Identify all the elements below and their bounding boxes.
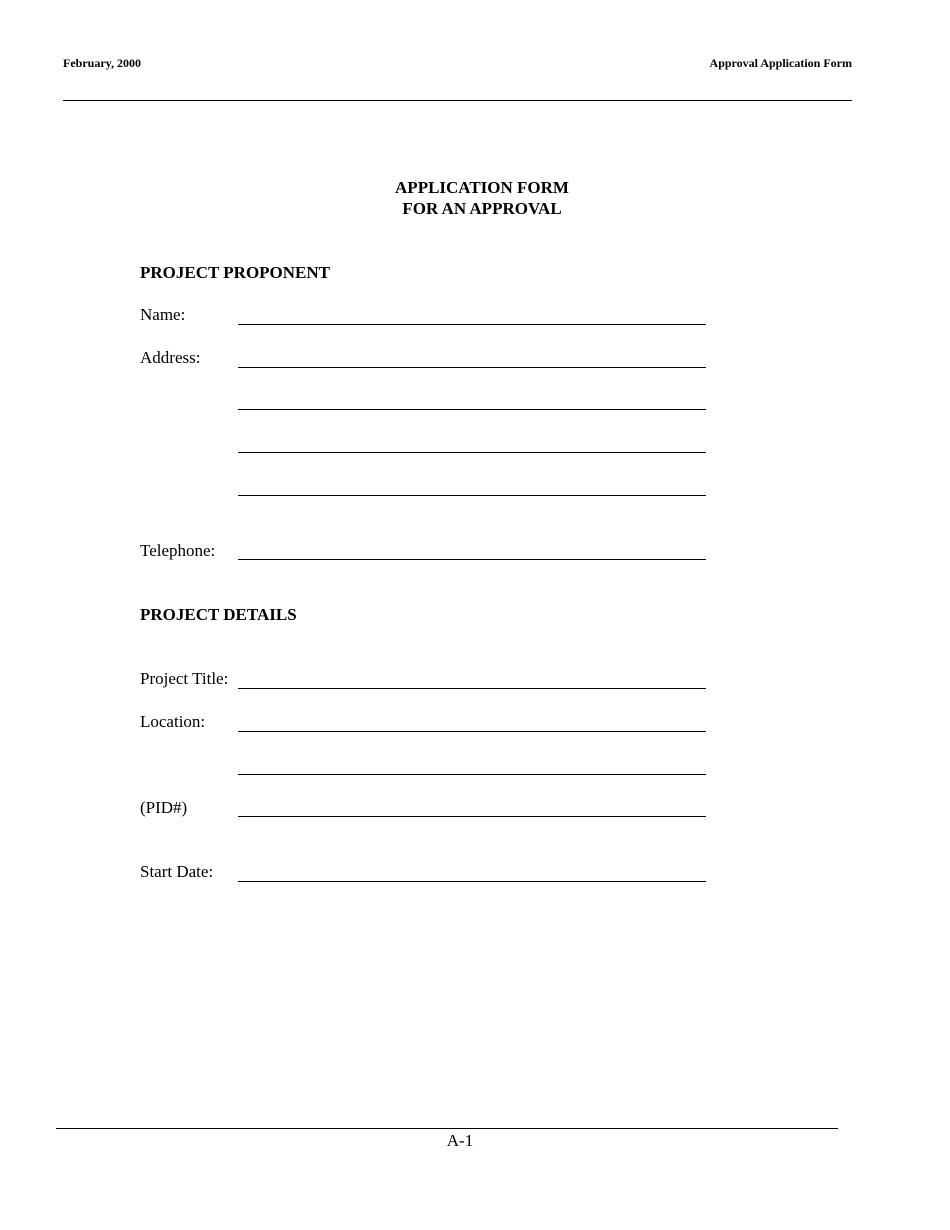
header-divider bbox=[63, 100, 852, 101]
start-date-field[interactable] bbox=[238, 881, 706, 882]
location-field-line-1[interactable] bbox=[238, 731, 706, 732]
address-label: Address: bbox=[140, 348, 201, 367]
address-field-line-3[interactable] bbox=[238, 452, 706, 453]
footer-divider bbox=[56, 1128, 838, 1129]
form-title-line-2: FOR AN APPROVAL bbox=[402, 199, 562, 218]
start-date-label: Start Date: bbox=[140, 862, 214, 881]
address-field-line-1[interactable] bbox=[238, 367, 706, 368]
header-doc-title: Approval Application Form bbox=[709, 56, 852, 70]
section-heading-proponent: PROJECT PROPONENT bbox=[140, 263, 331, 282]
pid-field[interactable] bbox=[238, 816, 706, 817]
form-title-line-1: APPLICATION FORM bbox=[395, 178, 569, 197]
project-title-label: Project Title: bbox=[140, 669, 229, 688]
pid-label: (PID#) bbox=[140, 798, 188, 817]
telephone-label: Telephone: bbox=[140, 541, 216, 560]
location-label: Location: bbox=[140, 712, 206, 731]
form-title bbox=[0, 177, 950, 219]
location-field-line-2[interactable] bbox=[238, 774, 706, 775]
project-title-field[interactable] bbox=[238, 688, 706, 689]
telephone-field[interactable] bbox=[238, 559, 706, 560]
address-field-line-2[interactable] bbox=[238, 409, 706, 410]
header-date: February, 2000 bbox=[63, 56, 141, 70]
name-label: Name: bbox=[140, 305, 186, 324]
name-field[interactable] bbox=[238, 324, 706, 325]
section-heading-details: PROJECT DETAILS bbox=[140, 605, 297, 624]
page-number: A-1 bbox=[446, 1131, 474, 1150]
address-field-line-4[interactable] bbox=[238, 495, 706, 496]
